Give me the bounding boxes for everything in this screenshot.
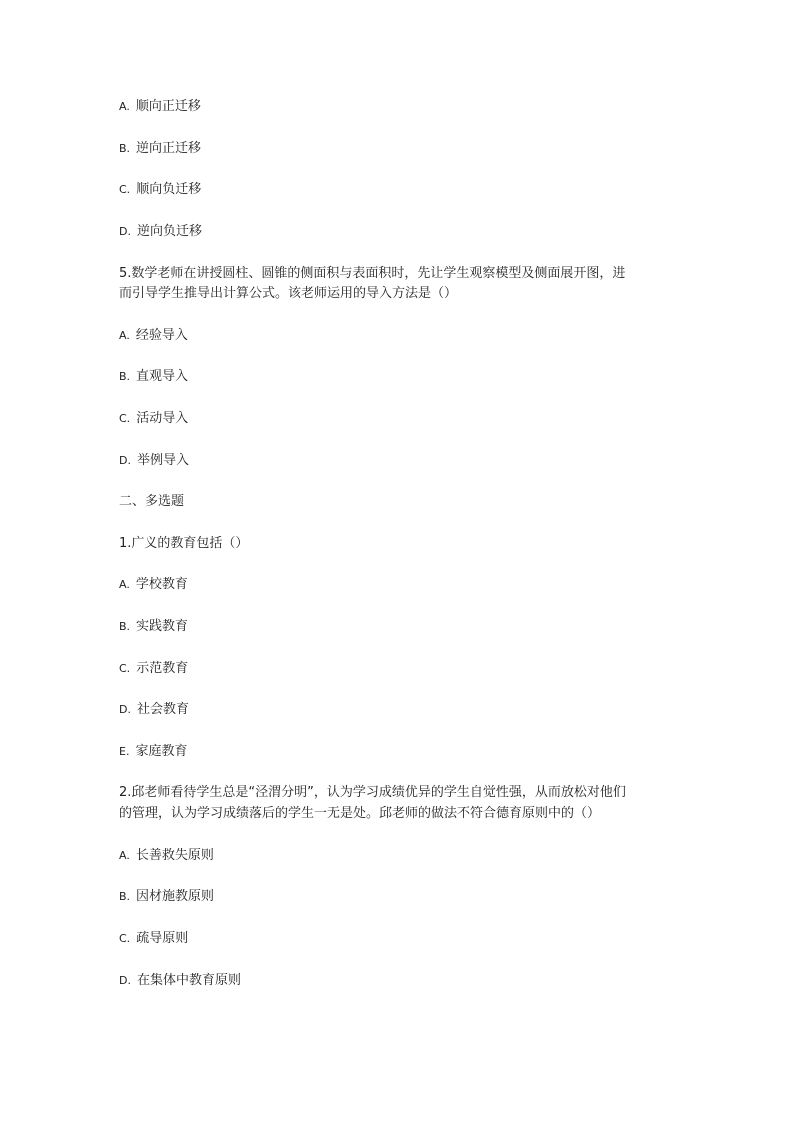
option-letter: C.: [119, 183, 131, 196]
option-text: 逆向正迁移: [136, 141, 202, 156]
q5-option-b: [119, 369, 188, 385]
q4-option-c: [119, 182, 201, 198]
option-text: 顺向正迁移: [135, 99, 201, 114]
option-letter: B.: [119, 370, 131, 383]
option-letter: C.: [119, 662, 131, 675]
option-text: 示范教育: [136, 661, 189, 676]
q5-stem-line2: 而引导学生推导出计算公式。该老师运用的导入方法是（）: [119, 286, 458, 301]
option-text: 学校教育: [135, 577, 188, 592]
mq1-option-c: [119, 661, 188, 677]
option-text: 经验导入: [135, 328, 188, 343]
option-letter: A.: [119, 100, 130, 113]
option-letter: B.: [119, 890, 131, 903]
option-letter: E.: [119, 745, 130, 758]
mq2-stem-line2: 的管理，认为学习成绩落后的学生一无是处。邱老师的做法不符合德育原则中的（）: [119, 806, 601, 821]
option-letter: B.: [119, 620, 131, 633]
mq2-stem-line1: 2.邱老师看待学生总是“泾渭分明”，认为学习成绩优异的学生自觉性强，从而放松对他们: [119, 785, 626, 800]
option-letter: A.: [119, 329, 130, 342]
mq2-option-a: [119, 848, 214, 864]
option-text: 实践教育: [136, 619, 189, 634]
option-letter: C.: [119, 412, 131, 425]
option-text: 直观导入: [136, 369, 189, 384]
option-text: 顺向负迁移: [136, 182, 202, 197]
q5-stem-line1: 5.数学老师在讲授圆柱、圆锥的侧面积与表面积时，先让学生观察模型及侧面展开图，进: [119, 266, 626, 281]
mq2-option-d: [119, 973, 241, 989]
option-letter: D.: [119, 454, 131, 467]
q5-option-d: [119, 453, 189, 469]
q4-option-b: [119, 141, 201, 157]
option-letter: D.: [119, 225, 131, 238]
q5-option-c: [119, 411, 188, 427]
mq2-option-c: [119, 931, 188, 947]
option-text: 社会教育: [136, 702, 189, 717]
option-text: 在集体中教育原则: [136, 973, 241, 988]
section-heading: 二、多选题: [119, 494, 185, 509]
mq1-option-d: [119, 702, 189, 718]
mq2-option-b: [119, 889, 214, 905]
option-letter: D.: [119, 974, 131, 987]
mq1-option-e: [119, 744, 187, 760]
q4-option-d: [119, 224, 202, 240]
option-text: 因材施教原则: [136, 889, 215, 904]
mq1-option-a: [119, 577, 188, 593]
option-letter: D.: [119, 703, 131, 716]
option-text: 疏导原则: [136, 931, 189, 946]
option-text: 举例导入: [136, 453, 189, 468]
mq1-stem: 1.广义的教育包括（）: [119, 536, 249, 551]
option-text: 活动导入: [136, 411, 189, 426]
option-text: 家庭教育: [135, 744, 188, 759]
q4-option-a: [119, 99, 201, 115]
q5-option-a: [119, 328, 188, 344]
option-letter: C.: [119, 932, 131, 945]
option-letter: B.: [119, 142, 131, 155]
option-letter: A.: [119, 578, 130, 591]
mq1-option-b: [119, 619, 188, 635]
option-letter: A.: [119, 849, 130, 862]
option-text: 长善救失原则: [135, 848, 214, 863]
option-text: 逆向负迁移: [136, 224, 202, 239]
